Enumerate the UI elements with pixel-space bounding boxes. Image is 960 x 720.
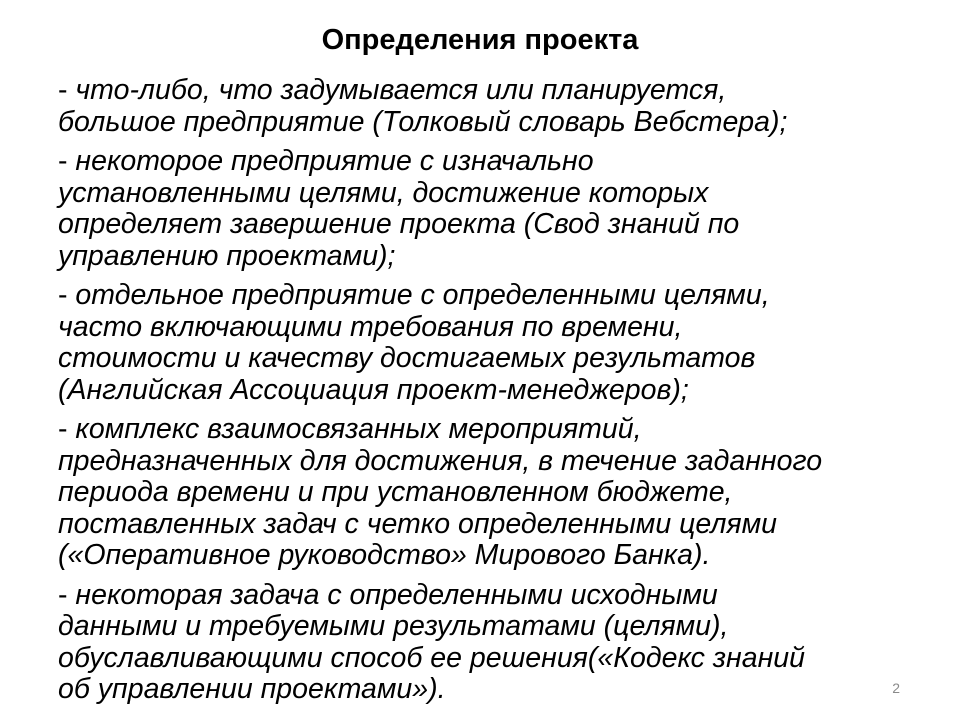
definition-line [58, 414, 928, 446]
definition-item [58, 146, 928, 272]
list-dash: - [58, 578, 68, 611]
definition-text: что-либо, что задумывается или планируется, [75, 74, 727, 106]
definition-text: отдельное предприятие с определенными целями, [75, 279, 770, 311]
list-dash: - [58, 413, 68, 445]
slide-title: Определения проекта [321, 24, 639, 56]
list-dash: - [58, 145, 68, 177]
definition-line [58, 75, 928, 107]
definition-line: стоимости и качеству достигаемых результатов [58, 342, 756, 374]
definition-text: комплекс взаимосвязанных мероприятий, [75, 413, 642, 445]
definition-line [58, 146, 928, 178]
definitions-list [58, 75, 928, 714]
definition-line: обуславливающими способ ее решения(«Кодекс знаний [58, 641, 805, 674]
definition-item [58, 75, 928, 138]
definition-line: определяет завершение проекта (Свод знаний по [58, 208, 740, 240]
definition-line: периода времени и при установленном бюджете, [58, 476, 733, 508]
definition-line: часто включающими требования по времени, [58, 310, 683, 343]
definition-line: данными и требуемыми результатами (целями), [58, 610, 729, 642]
definition-line: (Английская Ассоциация проект-менеджеров); [58, 373, 689, 406]
definition-line: установленными целями, достижение которых [58, 176, 709, 209]
definition-item [58, 280, 928, 406]
list-dash: - [58, 279, 68, 311]
definition-line: («Оперативное руководство» Мирового Банка). [58, 539, 711, 571]
definition-line [58, 280, 928, 312]
definition-item [58, 580, 928, 706]
definition-line: большое предприятие (Толковый словарь Вебстера); [58, 105, 788, 138]
definition-line [58, 580, 928, 612]
page-number: 2 [892, 680, 900, 696]
definition-line: поставленных задач с четко определенными целями [58, 507, 777, 540]
definition-item [58, 414, 928, 572]
definition-line: об управлении проектами»). [58, 673, 446, 705]
definition-text: некоторая задача с определенными исходными [75, 578, 718, 611]
definition-line: управлению проектами); [58, 239, 396, 272]
list-dash: - [58, 74, 68, 106]
definition-text: некоторое предприятие с изначально [75, 145, 594, 177]
definition-line: предназначенных для достижения, в течение заданного [58, 444, 823, 477]
